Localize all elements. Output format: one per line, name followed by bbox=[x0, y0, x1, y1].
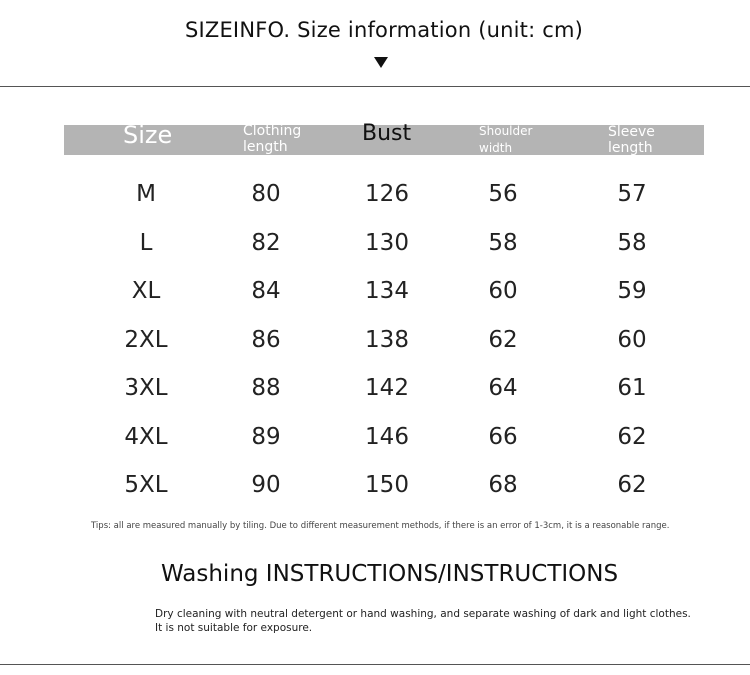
column-header-clothing-length: Clothing length bbox=[243, 123, 302, 156]
size-cell: 5XL bbox=[124, 472, 168, 498]
size-cell: M bbox=[136, 181, 156, 207]
size-cell: L bbox=[139, 230, 153, 256]
size-cell: XL bbox=[131, 278, 161, 304]
size-cell: 4XL bbox=[124, 424, 168, 450]
table-row bbox=[0, 472, 750, 502]
bust-cell: 138 bbox=[365, 327, 409, 353]
table-row bbox=[0, 278, 750, 308]
shoulder-width-cell: 66 bbox=[488, 424, 518, 450]
sleeve-length-cell: 59 bbox=[617, 278, 647, 304]
table-row bbox=[0, 375, 750, 405]
bust-cell: 134 bbox=[365, 278, 409, 304]
clothing-length-cell: 86 bbox=[251, 327, 281, 353]
shoulder-width-cell: 68 bbox=[488, 472, 518, 498]
bust-cell: 126 bbox=[365, 181, 409, 207]
bust-cell: 146 bbox=[365, 424, 409, 450]
table-row bbox=[0, 327, 750, 357]
column-header-shoulder-width: Shoulder width bbox=[479, 124, 533, 156]
column-header-sleeve-length: Sleeve length bbox=[608, 124, 655, 157]
sleeve-length-cell: 58 bbox=[617, 230, 647, 256]
shoulder-width-cell: 62 bbox=[488, 327, 518, 353]
clothing-length-cell: 82 bbox=[251, 230, 281, 256]
column-header-size: Size bbox=[123, 121, 173, 149]
table-row bbox=[0, 424, 750, 454]
shoulder-width-cell: 58 bbox=[488, 230, 518, 256]
sleeve-length-cell: 57 bbox=[617, 181, 647, 207]
measurement-tips: Tips: all are measured manually by tiling. Due to different measurement methods, if there is an error of 1-3cm, it is a reasonable range. bbox=[91, 521, 670, 531]
clothing-length-cell: 88 bbox=[251, 375, 281, 401]
bust-cell: 150 bbox=[365, 472, 409, 498]
sleeve-length-cell: 60 bbox=[617, 327, 647, 353]
shoulder-width-cell: 60 bbox=[488, 278, 518, 304]
size-cell: 2XL bbox=[124, 327, 168, 353]
table-row bbox=[0, 181, 750, 211]
sleeve-length-cell: 61 bbox=[617, 375, 647, 401]
washing-line-2: It is not suitable for exposure. bbox=[155, 621, 313, 634]
down-arrow-icon bbox=[374, 57, 388, 68]
clothing-length-cell: 90 bbox=[251, 472, 281, 498]
clothing-length-cell: 80 bbox=[251, 181, 281, 207]
washing-line-1: Dry cleaning with neutral detergent or hand washing, and separate washing of dark and light clothes. bbox=[155, 608, 691, 620]
shoulder-width-cell: 64 bbox=[488, 375, 518, 401]
bust-cell: 130 bbox=[365, 230, 409, 256]
clothing-length-cell: 84 bbox=[251, 278, 281, 304]
table-row bbox=[0, 230, 750, 260]
page-title: SIZEINFO. Size information (unit: cm) bbox=[184, 18, 584, 42]
washing-instructions-text bbox=[155, 608, 691, 635]
washing-instructions-title: Washing INSTRUCTIONS/INSTRUCTIONS bbox=[161, 561, 619, 587]
clothing-length-cell: 89 bbox=[251, 424, 281, 450]
shoulder-width-cell: 56 bbox=[488, 181, 518, 207]
bust-cell: 142 bbox=[365, 375, 409, 401]
size-cell: 3XL bbox=[124, 375, 168, 401]
sleeve-length-cell: 62 bbox=[617, 472, 647, 498]
sleeve-length-cell: 62 bbox=[617, 424, 647, 450]
divider-top bbox=[0, 86, 750, 87]
divider-bottom bbox=[0, 664, 750, 665]
column-header-bust: Bust bbox=[362, 121, 412, 146]
